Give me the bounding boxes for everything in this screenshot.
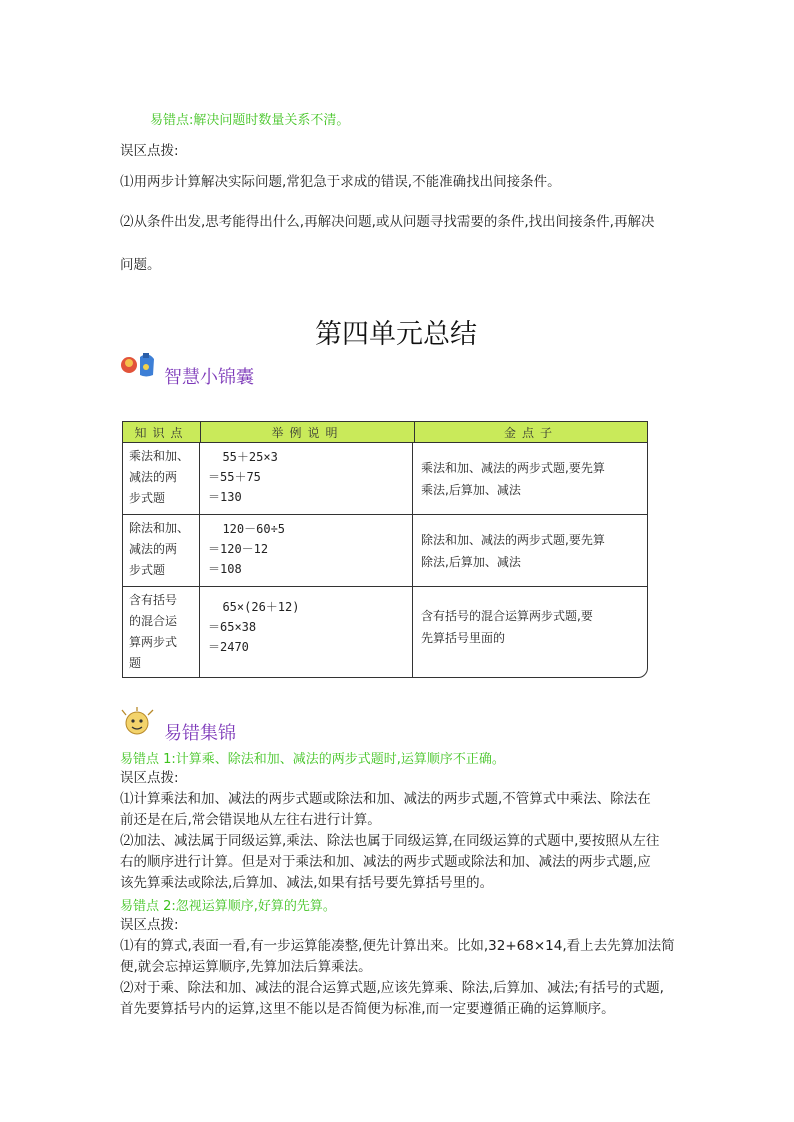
paragraph: ⑴计算乘法和加、减法的两步式题或除法和加、减法的两步式题,不管算式中乘法、除法在 <box>120 791 651 807</box>
topic-line: 含有括号 <box>129 593 178 607</box>
error-point-heading: 易错点:解决问题时数量关系不清。 <box>150 113 350 128</box>
wisdom-bag-icon <box>118 347 158 379</box>
example-line: ＝130 <box>208 490 242 504</box>
mistakes-heading: 易错集锦 <box>164 723 236 744</box>
paragraph: 右的顺序进行计算。但是对于乘法和加、减法的两步式题或除法和加、减法的两步式题,应 <box>120 854 651 870</box>
paragraph: 便,就会忘掉运算顺序,先算加法后算乘法。 <box>120 959 372 975</box>
example-line: ＝2470 <box>208 640 249 654</box>
table-header-cell: 金点子 <box>503 425 558 440</box>
tip-line: 先算括号里面的 <box>421 631 506 645</box>
topic-cell <box>123 515 200 586</box>
example-line: 120－60÷5 <box>208 522 286 536</box>
example-cell <box>200 587 413 678</box>
table-header-cell: 知识点 <box>123 422 201 442</box>
topic-cell <box>123 587 200 678</box>
paragraph: 前还是在后,常会错误地从左往右进行计算。 <box>120 812 381 828</box>
table-row <box>123 443 647 515</box>
topic-line: 减法的两 <box>129 470 178 484</box>
example-cell <box>200 443 413 514</box>
unit-title: 第四单元总结 <box>315 319 477 350</box>
example-line: ＝65×38 <box>208 620 257 634</box>
tip-line: 含有括号的混合运算两步式题,要 <box>421 609 593 623</box>
topic-line: 步式题 <box>129 563 166 577</box>
topic-line: 除法和加、 <box>129 521 190 535</box>
tip-line: 除法,后算加、减法 <box>421 555 521 569</box>
topic-line: 的混合运 <box>129 614 178 628</box>
table-header-cell: 举例说明 <box>201 422 415 442</box>
topic-line: 题 <box>129 656 142 670</box>
example-line: ＝120－12 <box>208 542 269 556</box>
example-line: 55＋25×3 <box>208 450 278 464</box>
paragraph: ⑵对于乘、除法和加、减法的混合运算式题,应该先算乘、除法,后算加、减法;有括号的式题, <box>120 980 664 996</box>
paragraph: ⑵从条件出发,思考能得出什么,再解决问题,或从问题寻找需要的条件,找出间接条件,再解决 <box>120 214 655 230</box>
tip-label: 误区点拨: <box>120 917 179 933</box>
tip-line: 乘法,后算加、减法 <box>421 483 521 497</box>
paragraph: ⑵加法、减法属于同级运算,乘法、除法也属于同级运算,在同级运算的式题中,要按照从左往 <box>120 833 660 849</box>
tip-label: 误区点拨: <box>120 770 179 786</box>
knowledge-table <box>122 421 648 678</box>
error-point-1: 易错点 1:计算乘、除法和加、减法的两步式题时,运算顺序不正确。 <box>120 752 505 767</box>
topic-line: 乘法和加、 <box>129 449 190 463</box>
tip-label: 误区点拨: <box>120 143 179 159</box>
table-row <box>123 515 647 587</box>
tip-line: 乘法和加、减法的两步式题,要先算 <box>421 461 605 475</box>
tip-cell <box>413 443 647 514</box>
paragraph: ⑴有的算式,表面一看,有一步运算能凑整,便先计算出来。比如,32+68×14,看上去先算加法简 <box>120 938 675 954</box>
paragraph: 该先算乘法或除法,后算加、减法,如果有括号要先算括号里的。 <box>120 875 494 891</box>
topic-cell <box>123 443 200 514</box>
lightbulb-character-icon <box>120 707 158 739</box>
error-point-2: 易错点 2:忽视运算顺序,好算的先算。 <box>120 899 336 914</box>
table-row <box>123 587 647 678</box>
topic-line: 减法的两 <box>129 542 178 556</box>
wisdom-heading: 智慧小锦囊 <box>164 367 254 388</box>
paragraph: 首先要算括号内的运算,这里不能以是否简便为标准,而一定要遵循正确的运算顺序。 <box>120 1001 615 1017</box>
table-header <box>123 422 647 443</box>
example-cell <box>200 515 413 586</box>
example-line: 65×(26＋12) <box>208 600 300 614</box>
example-line: ＝55＋75 <box>208 470 261 484</box>
paragraph: 问题。 <box>120 257 161 273</box>
paragraph: ⑴用两步计算解决实际问题,常犯急于求成的错误,不能准确找出间接条件。 <box>120 174 561 190</box>
topic-line: 步式题 <box>129 491 166 505</box>
tip-cell <box>413 587 647 678</box>
tip-line: 除法和加、减法的两步式题,要先算 <box>421 533 605 547</box>
topic-line: 算两步式 <box>129 635 178 649</box>
tip-cell <box>413 515 647 586</box>
example-line: ＝108 <box>208 562 242 576</box>
